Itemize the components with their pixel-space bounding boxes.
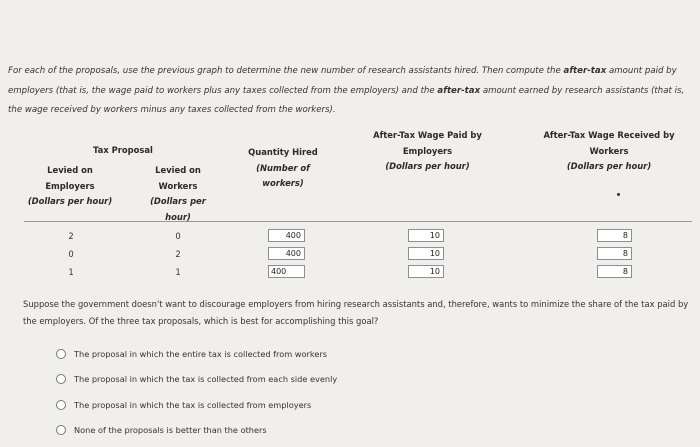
instructions-bold-2: after-tax: [437, 85, 481, 96]
radio-button[interactable]: [56, 374, 66, 384]
instructions-text-2: amount paid by employers (that is, the wage paid to workers plus any taxes collected from the employers) and the: [8, 66, 677, 96]
option-label: The proposal in which the entire tax is collected from workers: [74, 349, 327, 359]
option-employers[interactable]: [56, 400, 311, 410]
instructions-bold-1: after-tax: [563, 66, 607, 76]
row2-quantity-field[interactable]: 400: [268, 247, 305, 260]
question-text: Suppose the government doesn't want to discourage employers from hiring research assistants and, therefore, wants to minimize the share of the tax paid by the employers. Of the three tax proposals, which is best for accomplishing this goal?: [23, 299, 689, 326]
header-after-tax-received: After-Tax Wage Received by Workers (Dollars per hour): [543, 130, 675, 171]
row3-quantity-field[interactable]: 400: [268, 265, 305, 278]
option-evenly[interactable]: [56, 374, 337, 384]
row3-received-field[interactable]: 8: [597, 265, 632, 278]
radio-button[interactable]: [56, 349, 66, 359]
row2-received-field[interactable]: 8: [597, 247, 632, 260]
header-levied-workers: Levied on Workers (Dollars per hour): [150, 165, 206, 222]
row3-employers: 1: [68, 267, 74, 277]
header-tax-proposal: Tax Proposal: [93, 145, 153, 155]
stray-dot: [617, 193, 620, 196]
row1-workers: 0: [175, 231, 181, 241]
option-workers[interactable]: [56, 349, 327, 359]
instructions-text-1: For each of the proposals, use the previous graph to determine the new number of research assistants hired. Then compute the: [8, 66, 564, 76]
instructions-text-3: amount earned by research assistants (that is, the wage received by workers minus any taxes collected from the workers).: [8, 85, 685, 115]
option-label: The proposal in which the tax is collected from each side evenly: [74, 374, 338, 384]
row1-paid-field[interactable]: 10: [408, 229, 444, 242]
header-levied-employers: Levied on Employers (Dollars per hour): [27, 165, 113, 206]
option-none[interactable]: [56, 425, 267, 435]
row2-paid-field[interactable]: 10: [408, 247, 444, 260]
header-quantity-hired: Quantity Hired (Number of workers): [248, 147, 318, 188]
option-label: The proposal in which the tax is collected from employers: [74, 400, 312, 410]
header-after-tax-paid: After-Tax Wage Paid by Employers (Dollars per hour): [373, 130, 482, 171]
radio-button[interactable]: [56, 400, 66, 410]
row2-employers: 0: [68, 249, 74, 259]
row2-workers: 2: [175, 249, 181, 259]
option-label: None of the proposals is better than the others: [74, 425, 267, 435]
row3-workers: 1: [175, 267, 181, 277]
row1-employers: 2: [68, 231, 74, 241]
instructions: [8, 62, 692, 121]
radio-button[interactable]: [56, 425, 66, 435]
row1-received-field[interactable]: 8: [597, 229, 632, 242]
header-divider: [24, 221, 692, 222]
row3-paid-field[interactable]: 10: [408, 265, 444, 278]
row1-quantity-field[interactable]: 400: [268, 229, 305, 242]
